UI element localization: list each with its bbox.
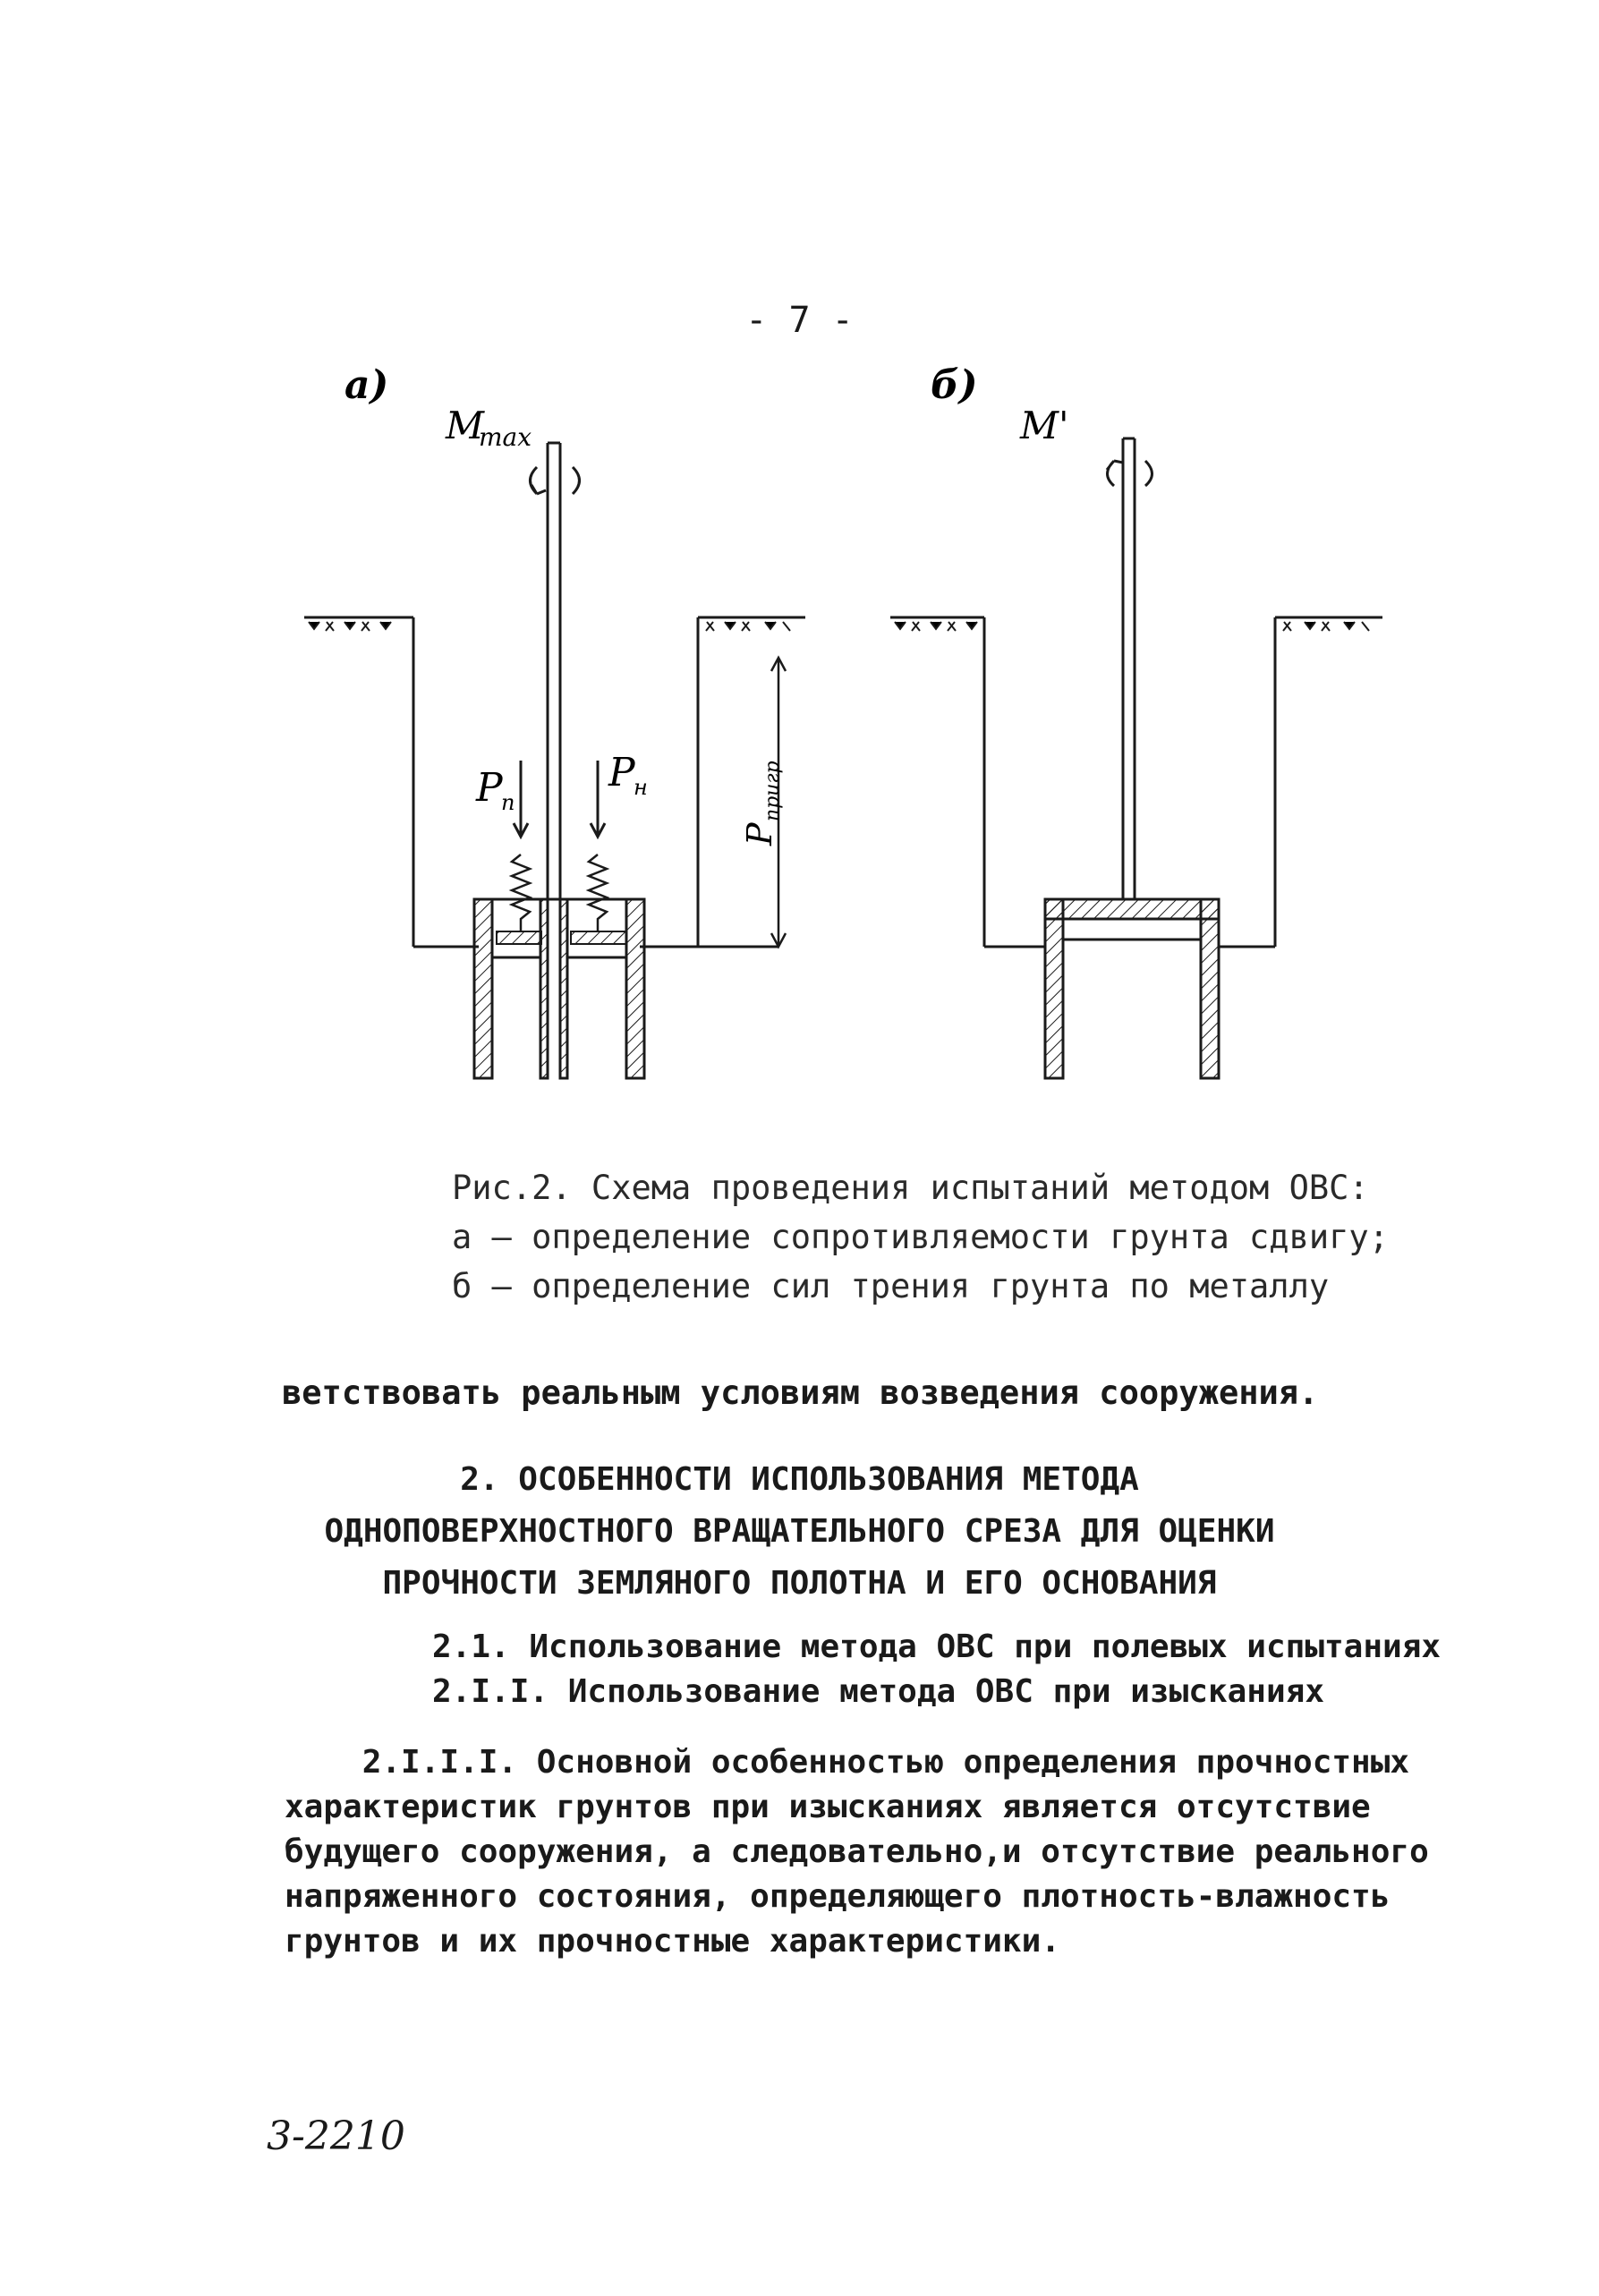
soil-symbols-b [895,622,1369,631]
caption-line-3: б – определение сил трения грунта по металлу [452,1267,1330,1305]
caption-line-2: а – определение сопротивляемости грунта сдвигу; [452,1218,1389,1256]
force-left-label: P [476,765,503,811]
paragraph-line-4: напряженного состояния, определяющего плотность-влажность [285,1878,1391,1915]
moment-a-label: M [446,404,485,447]
paragraph-line-2: характеристик грунтов при изысканиях является отсутствие [285,1789,1371,1825]
force-left-subscript: n [501,790,515,815]
paragraph-line-5: грунтов и их прочностные характеристики. [285,1923,1060,1960]
section-heading-line-1: 2. ОСОБЕННОСТИ ИСПОЛЬЗОВАНИЯ МЕТОДА [460,1461,1139,1498]
ground-surface-a [304,617,805,947]
shaft-a [548,443,560,1074]
soil-symbols-a [309,622,790,631]
caption-line-1: Рис.2. Схема проведения испытаний методом ОВС: [452,1169,1369,1207]
shaft-b [1123,438,1135,899]
rotation-arrow-a [531,467,580,494]
page-number: - 7 - [745,300,854,341]
paragraph-line-1: 2.I.I.I. Основной особенностью определения прочностных [285,1744,1410,1781]
force-right-label: P [608,750,635,795]
section-heading-line-3: ПРОЧНОСТИ ЗЕМЛЯНОГО ПОЛОТНА И ЕГО ОСНОВАНИЯ [382,1565,1217,1602]
continuation-text: ветствовать реальным условиям возведения сооружения. [282,1373,1319,1412]
subsection-2-1-1: 2.I.I. Использование метода ОВС при изысканиях [432,1673,1324,1710]
paragraph-line-3: будущего сооружения, а следовательно,и отсутствие реального [285,1833,1429,1870]
cylinder-b [1045,899,1219,1078]
figure-2-diagram [0,0,1599,1127]
panel-a-label: а) [344,362,389,408]
paragraph-2-1-1-1 [285,1740,1429,1964]
moment-a-subscript: max [479,422,532,452]
section-heading-line-2: ОДНОПОВЕРХНОСТНОГО ВРАЩАТЕЛЬНОГО СРЕЗА ДЛЯ ОЦЕНКИ [324,1513,1275,1550]
subsection-2-1: 2.1. Использование метода ОВС при полевых испытаниях [432,1628,1442,1665]
depth-subscript: пригр [761,761,784,821]
rotation-arrow-b [1107,461,1152,486]
section-heading [0,1454,1599,1610]
plate-left-a [497,931,541,944]
moment-b-label: M' [1020,404,1069,447]
figure-caption [452,1163,1389,1311]
ground-surface-b [890,617,1382,947]
plate-right-a [571,931,626,944]
cylinder-a [474,899,644,1078]
depth-label: P [740,822,779,846]
panel-b-label: б) [931,362,978,408]
handwritten-document-number: 3-2210 [267,2113,405,2159]
force-right-subscript: н [634,775,648,800]
